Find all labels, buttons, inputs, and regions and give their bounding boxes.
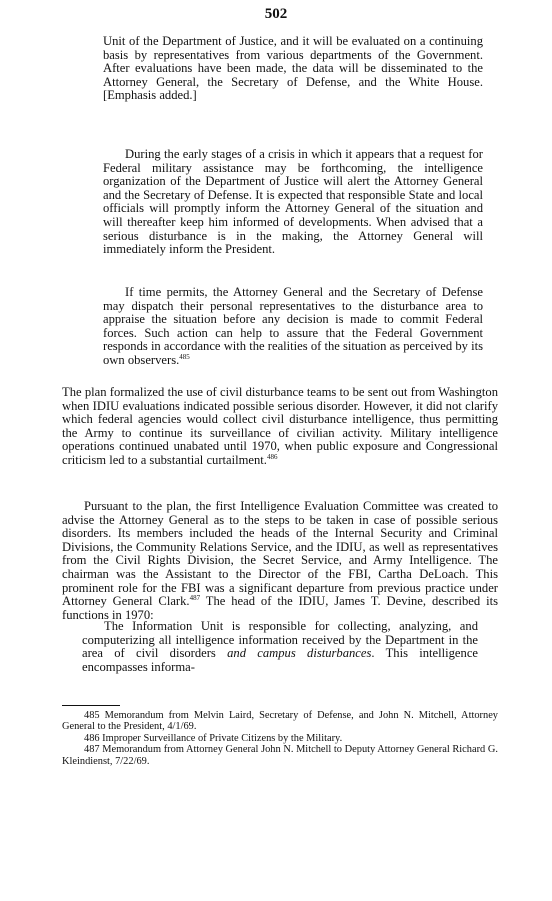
quote-paragraph-4 — [82, 620, 478, 674]
page-number: 502 — [264, 6, 288, 22]
quote-paragraph-3 — [103, 286, 483, 368]
quote-paragraph-1: Unit of the Department of Justice, and it will be evaluated on a continuing basis by representatives from various departments of the Government. After evaluations have been made, the data will be disseminated to the Attorney General, the Secretary of Defense, and the White House. [Emphasis added.] — [103, 34, 483, 103]
quote-paragraph-4-text-a: The Information Unit is responsible for collecting, analyzing, and computerizing all intelligence information received by the Department in the area of civil disorders — [82, 619, 478, 661]
quote-paragraph-4-emphasis: and campus disturbances — [227, 646, 372, 661]
footnote-ref-485: 485 — [179, 352, 190, 361]
quote-paragraph-2: During the early stages of a crisis in which it appears that a request for Federal military assistance may be forthcoming, the intelligence organization of the Department of Justice will alert the Attorney General and the Secretary of Defense. It is expected that responsible State and local officials will promptly inform the Attorney General of the situation and will thereafter keep him informed of developments. When advised that a serious disturbance is in the making, the Attorney General will immediately inform the President. — [103, 147, 483, 257]
quote-paragraph-4-text-b: . This intelligence encompasses informa- — [82, 646, 478, 674]
body-paragraph-1-text: The plan formalized the use of civil disturbance teams to be sent out from Washington when IDIU evaluations indicated possible serious disorder. However, it did not clarify which federal agencies would collect civil disturbance intelligence, thus permitting the Army to continue its surveillance of civilian activity. Military intelligence operations continued unabated until 1970, when public exposure and Congressional criticism led to a substantial curtailment. — [62, 385, 498, 467]
body-paragraph-2-text-a: Pursuant to the plan, the first Intelligence Evaluation Committee was created to advise the Attorney General as to the steps to be taken in case of possible serious disorders. Its members included the heads of the Internal Security and Criminal Divisions, the Community Relations Service, and the IDIU, as well as representatives from the Civil Rights Division, the Secret Service, and Army Intelligence. The chairman was the Assistant to the Director of the FBI, Cartha DeLoach. This prominent role for the FBI was a significant departure from previous practice under Attorney General Clark. — [62, 499, 498, 609]
footnotes — [62, 710, 498, 767]
footnote-485: 485 Memorandum from Melvin Laird, Secretary of Defense, and John N. Mitchell, Attorney General to the President, 4/1/69. — [62, 710, 498, 733]
quote-paragraph-3-text: If time permits, the Attorney General and the Secretary of Defense may dispatch their personal representatives to the disturbance area to appraise the situation before any decision is made to commit Federal forces. Such action can help to assure that the Federal Government responds in accordance with the realities of the situation as perceived by its own observers. — [103, 285, 483, 367]
footnote-divider — [62, 705, 120, 706]
body-paragraph-2-text-b: The head of the IDIU, James T. Devine, described its functions in 1970: — [62, 594, 499, 622]
footnote-486: 486 Improper Surveillance of Private Citizens by the Military. — [84, 732, 343, 744]
footnote-ref-487: 487 — [189, 593, 201, 602]
footnote-ref-486: 486 — [266, 452, 278, 461]
body-paragraph-1 — [62, 386, 498, 468]
footnote-487: 487 Memorandum from Attorney General John N. Mitchell to Deputy Attorney General Richard G. Kleindienst, 7/22/69. — [62, 744, 498, 767]
body-paragraph-2 — [62, 500, 498, 622]
